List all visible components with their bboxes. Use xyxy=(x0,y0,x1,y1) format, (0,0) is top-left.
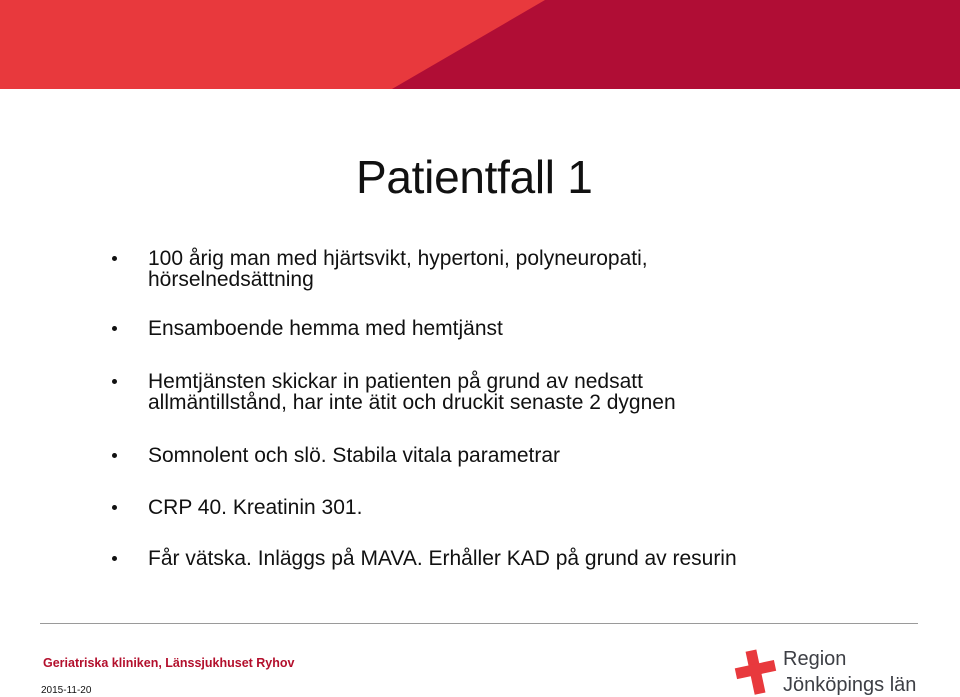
bullet-dot-icon xyxy=(112,556,117,561)
bullet-text: allmäntillstånd, har inte ätit och druckit senaste 2 dygnen xyxy=(148,391,676,414)
bullet-text: hörselnedsättning xyxy=(148,268,314,291)
bullet-text: Hemtjänsten skickar in patienten på grund av nedsatt xyxy=(148,370,643,393)
bullet-text: Somnolent och slö. Stabila vitala parametrar xyxy=(148,444,561,467)
bullet-dot-icon xyxy=(112,453,117,458)
top-banner xyxy=(0,0,960,89)
bullet-text: CRP 40. Kreatinin 301. xyxy=(148,496,363,519)
footer-date: 2015-11-20 xyxy=(41,685,92,696)
bullet-text: Ensamboende hemma med hemtjänst xyxy=(148,317,503,340)
region-logo xyxy=(733,646,933,697)
footer-clinic-name: Geriatriska kliniken, Länssjukhuset Ryhov xyxy=(43,656,295,670)
bullet-dot-icon xyxy=(112,326,117,331)
slide-title: Patientfall 1 xyxy=(356,151,593,203)
bullet-dot-icon xyxy=(112,505,117,510)
logo-text-region: Region xyxy=(783,648,847,670)
red-cross-icon xyxy=(733,646,779,697)
bullet-text: 100 årig man med hjärtsvikt, hypertoni, polyneuropati, xyxy=(148,247,648,270)
bullet-dot-icon xyxy=(112,379,117,384)
footer-divider xyxy=(40,623,918,624)
bullet-text: Får vätska. Inläggs på MAVA. Erhåller KAD på grund av resurin xyxy=(148,547,737,570)
bullet-dot-icon xyxy=(112,256,117,261)
logo-text-county: Jönköpings län xyxy=(783,674,917,696)
